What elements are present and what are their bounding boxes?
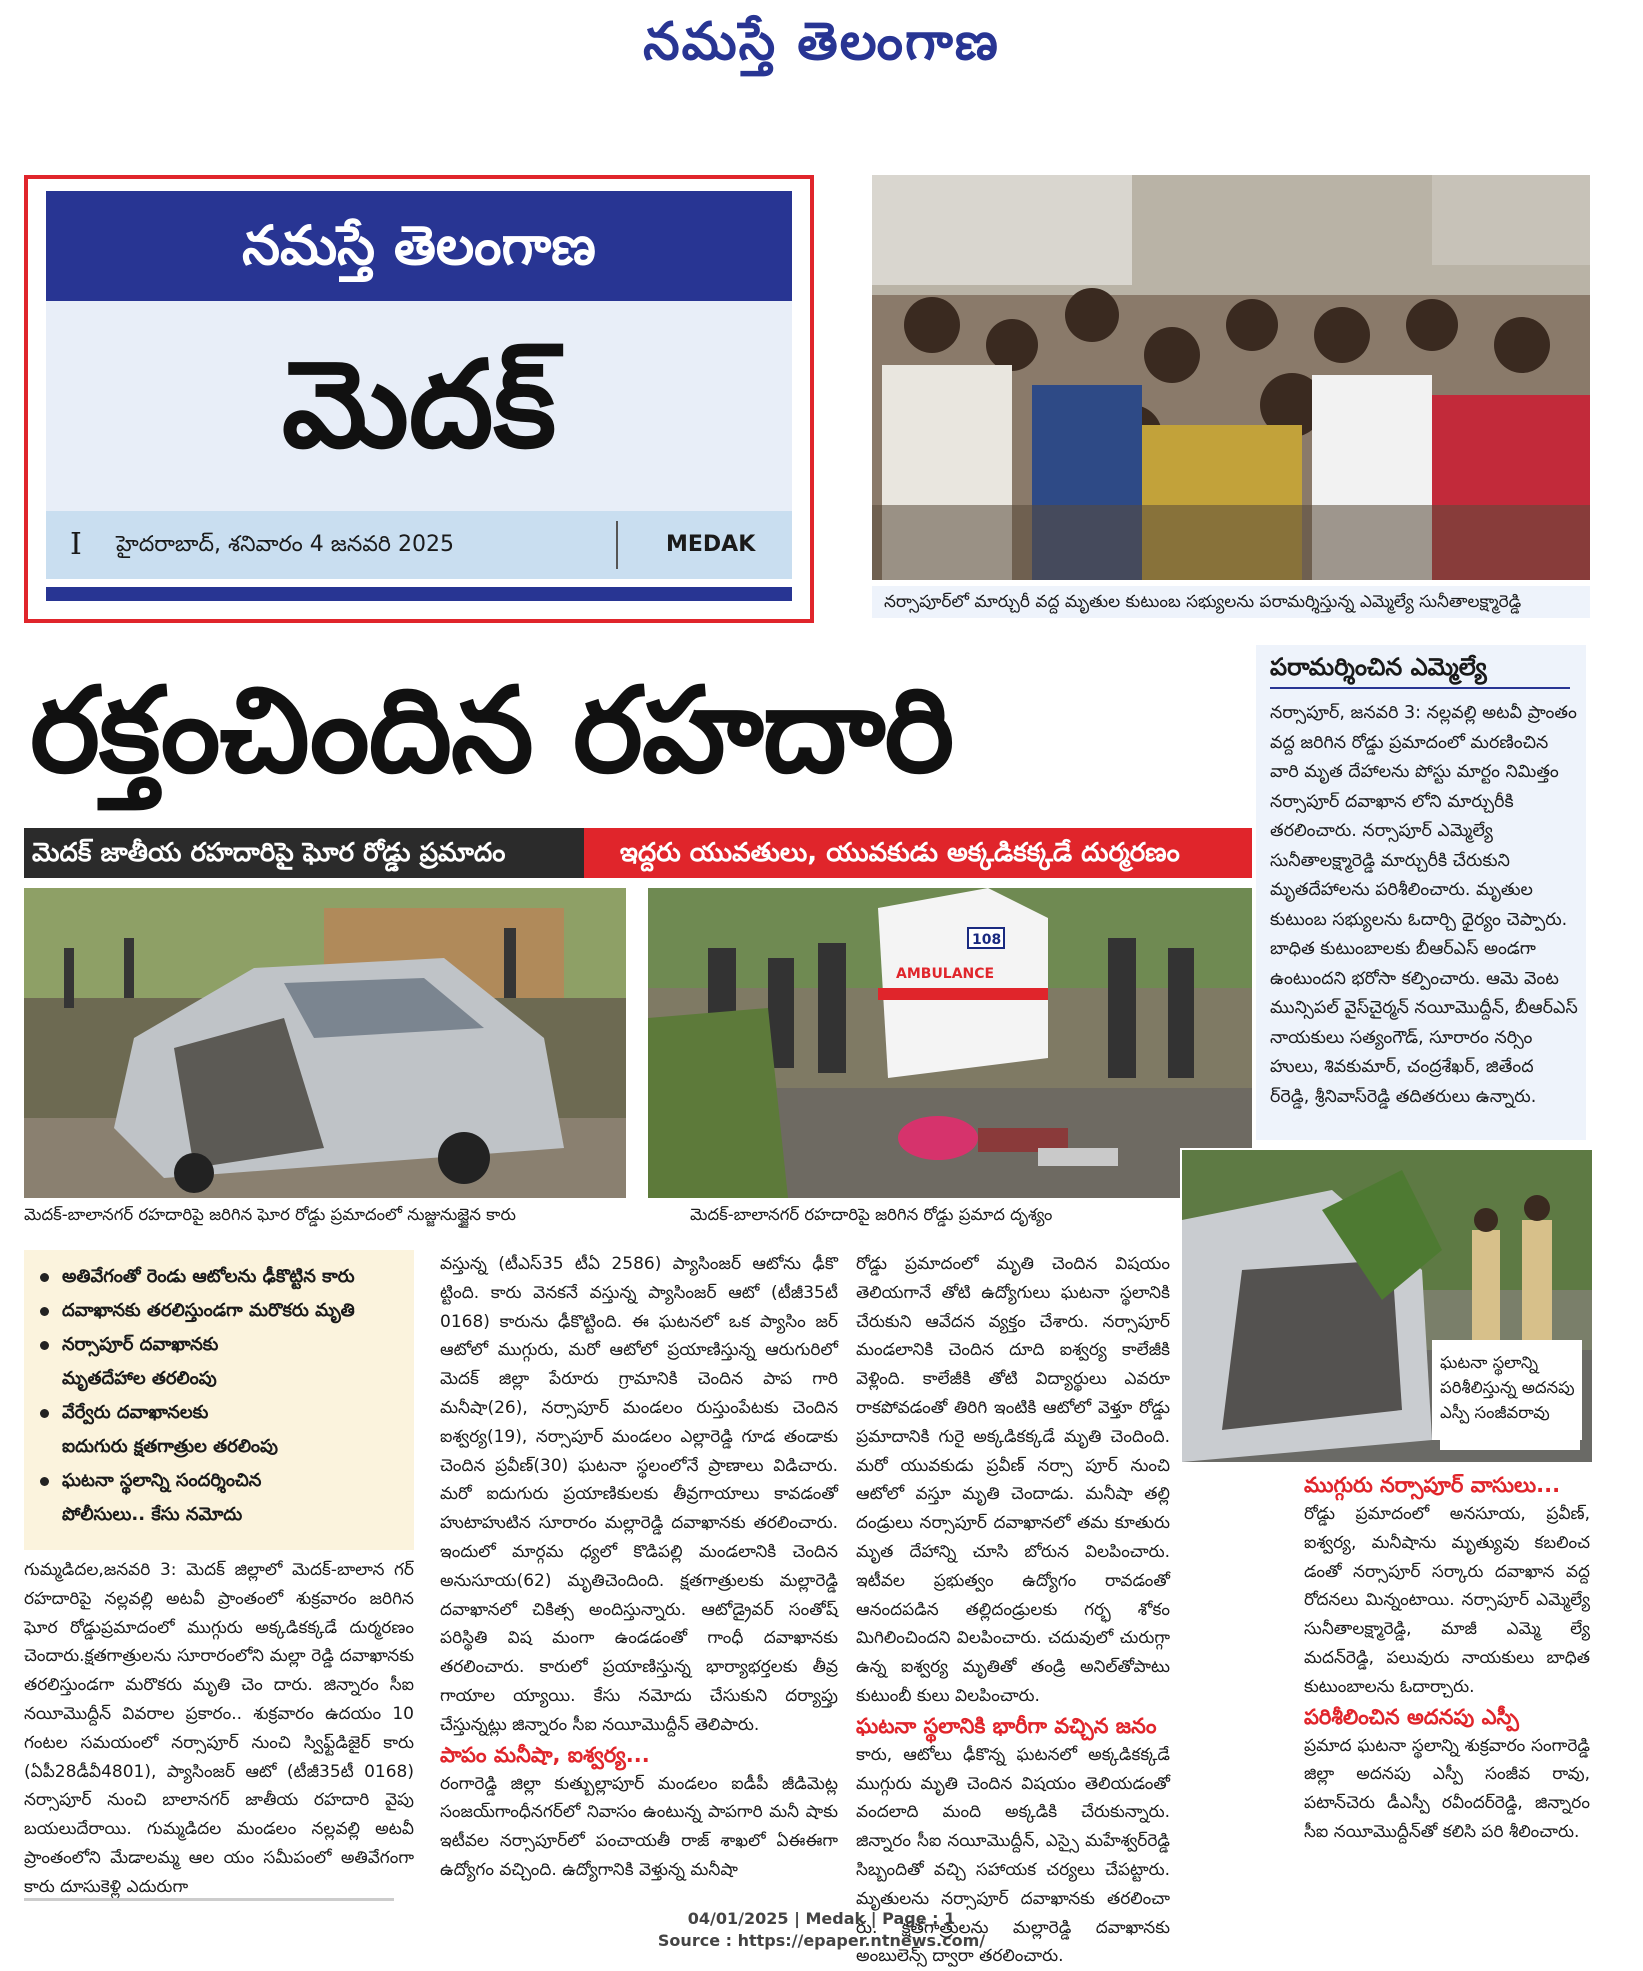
highlight-item: పోలీసులు.. కేసు నమోదు [62,1504,243,1525]
edition-district-title: మెదక్ [46,301,792,511]
highlight-item: అతివేగంతో రెండు ఆటోలను ఢీకొట్టిన కారు [38,1260,414,1294]
crashed-car-caption: మెదక్-బాలానగర్ రహదారిపై జరిగిన ఘోర రోడ్డు ప్రమాదంలో నుజ్జునుజ్జైన కారు [24,1205,516,1224]
subhead-asp-inspection: పరిశీలించిన అదనపు ఎస్పీ [1304,1704,1519,1729]
edition-dateline-bar [46,511,792,579]
highlight-item: ఘటనా స్థలాన్ని సందర్శించిన [38,1464,414,1498]
sidebar-mla-visit [1256,645,1586,1140]
subhead-papam-manisha: పాపం మనీషా, ఐశ్వర్య... [440,1742,650,1767]
edition-dateline: హైదరాబాద్, శనివారం 4 జనవరి 2025 [116,532,454,557]
story-column-4 [1304,1470,1590,1847]
edition-box-bottom-bar [46,587,792,601]
ambulance-label-text: AMBULANCE [896,966,995,982]
subhead-three-narsapur-residents: ముగ్గురు నర్సాపూర్ వాసులు... [1304,1473,1561,1497]
dateline-divider [616,521,618,569]
strap-left: మెదక్ జాతీయ రహదారిపై ఘోర రోడ్డు ప్రమాదం [24,828,584,878]
story-column-3 [856,1250,1170,1971]
strap-right: ఇద్దరు యువతులు, యువకుడు అక్కడికక్కడే దుర్మరణం [584,828,1252,878]
footer-source: Source : https://epaper.ntnews.com/ [657,1931,986,1950]
accident-scene-photo [648,888,1252,1198]
police-photo-caption: ఘటనా స్థలాన్ని పరిశీలిస్తున్న అదనపు ఎస్పీ సంజీవరావు [1440,1350,1580,1450]
story-column-1: గుమ్మడిదల,జనవరి 3: మెదక్ జిల్లాలో మెదక్-బాలాన గర్ రహదారిపై నల్లవల్లి అటవీ ప్రాంతంలో శుక్రవారం జరిగిన ఘోర రోడ్డుప్రమాదంలో ముగ్గురు అక్కడికక్కడే దుర్మరణం చెందారు.క్షతగాత్రులను సూరారంలోని మల్లా రెడ్డి దవాఖానకు తరలిస్తుండగా మరొకరు మృతి చెం దారు. జిన్నారం సీఐ నయీమొద్దీన్ వివరాల ప్రకారం.. శుక్రవారం ఉదయం 10 గంటల సమయంలో నర్సాపూర్ నుంచి స్విఫ్ట్‌డిజైర్ కారు (ఏపీ28డీవీ4801), ప్యాసింజర్ ఆటో (టీజీ35టీ 0168) నర్సాపూర్ నుంచి బాలానగర్ జాతీయ రహదారి వైపు బయలుదేరాయి. గుమ్మడిదల మండలం నల్లవల్లి అటవీ ప్రాంతంలోని మేడాలమ్మ ఆల యం సమీపంలో అతివేగంగా కారు దూసుకెళ్లి ఎదురుగా [24,1560,414,1897]
sidebar-rule [1270,687,1570,689]
story-column-3-text-b: కారు, ఆటోలు ఢీకొన్న ఘటనలో అక్కడికక్కడే ముగ్గురు మృతి చెందిన విషయం తెలియడంతో వందలాది మంది అక్కడికి చేరుకున్నారు. జిన్నారం సీఐ నయీమొద్దీన్, ఎస్సై మహేశ్వర్‌రెడ్డి సిబ్బందితో వచ్చి సహాయక చర్యలు చేపట్టారు. మృతులను నర్సాపూర్ దవాఖానకు తరలించా రు. క్షతగాత్రులను మల్లారెడ్డి దవాఖానకు అంబులెన్స్ ద్వారా తరలించారు. [856,1744,1170,1967]
story-column-2 [440,1250,838,1885]
edition-box-brand: నమస్తే తెలంగాణ [46,191,792,301]
ambulance-number-text: 108 [972,932,1002,948]
highlight-item: వేర్వేరు దవాఖానలకు [38,1396,414,1430]
page-footer [0,1908,1643,1952]
sidebar-body: నర్సాపూర్, జనవరి 3: నల్లవల్లి అటవీ ప్రాంతం వద్ద జరిగిన రోడ్డు ప్రమాదంలో మరణించిన వారి మృత దేహాలను పోస్టు మార్టం నిమిత్తం నర్సాపూర్ దవాఖాన లోని మార్చురీకి తరలించారు. నర్సాపూర్ ఎమ్మెల్యే సునీతాలక్ష్మారెడ్డి మార్చురీకి చేరుకుని మృతదేహాలను పరిశీలించారు. మృతుల కుటుంబ సభ్యులను ఓదార్చి ధైర్యం చెప్పారు. బాధిత కుటుంబాలకు బీఆర్‌ఎస్ అండగా ఉంటుందని భరోసా కల్పించారు. ఆమె వెంట మున్సిపల్ వైస్‌చైర్మన్ నయీమొద్దీన్, బీఆర్‌ఎస్ నాయకులు సత్యంగౌడ్, సూరారం నర్సిం హులు, శివకుమార్, చంద్రశేఖర్, జితేంద ర్‌రెడ్డి, శ్రీనివాస్‌రెడ్డి తదితరులు ఉన్నారు. [1270,703,1578,1107]
story-column-2-text-b: రంగారెడ్డి జిల్లా కుత్బుల్లాపూర్ మండలం ఐడీపీ జీడిమెట్ల సంజయ్‌గాంధీనగర్‌లో నివాసం ఉంటున్న పాపగారి మనీ షాకు ఇటీవల నర్సాపూర్‌లో పంచాయతీ రాజ్ శాఖలో ఏఈఈగా ఉద్యోగం వచ్చింది. ఉద్యోగానికి వెళ్తున్న మనీషా [440,1773,838,1880]
story-column-3-text-a: రోడ్డు ప్రమాదంలో మృతి చెందిన విషయం తెలియగానే తోటి ఉద్యోగులు ఘటనా స్థలానికి చేరుకుని ఆవేదన వ్యక్తం చేశారు. నర్సాపూర్ మండలానికి చెందిన దూది ఐశ్వర్య కాలేజీకి వెళ్లింది. కాలేజీకి తోటి విద్యార్థులు ఎవరూ రాకపోవడంతో తిరిగి ఇంటికి ఆటోలో వెళ్తూ రోడ్డు ప్రమాదానికి గురై అక్కడికక్కడే మృతి చెందింది. మరో యువకుడు ప్రవీణ్ నర్సా పూర్ నుంచి ఆటోలో వస్తూ మృతి చెందాడు. మనీషా తల్లి దండ్రులు నర్సాపూర్ దవాఖానలో తమ కూతురు మృత దేహాన్ని చూసి బోరున విలపించారు. ఇటీవల ప్రభుత్వం ఉద్యోగం రావడంతో ఆనందపడిన తల్లిదండ్రులకు గర్భ శోకం మిగిలించిందని విలపించారు. చదువులో చురుగ్గా ఉన్న ఐశ్వర్య మృతితో తండ్రి అనిల్‌తోపాటు కుటుంబీ కులు విలపించారు. [856,1254,1170,1706]
highlights-list [24,1250,414,1532]
crashed-car-image [24,888,626,1198]
edition-mark: I [70,527,82,562]
story-column-4-text-a: రోడ్డు ప్రమాదంలో అనసూయ, ప్రవీణ్, ఐశ్వర్య, మనీషాను మృత్యువు కబలించ డంతో నర్సాపూర్ సర్కారు దవాఖాన వద్ద రోదనలు మిన్నంటాయి. నర్సాపూర్ ఎమ్మెల్యే సునీతాలక్ష్మారెడ్డి, మాజీ ఎమ్మె ల్యే మదన్‌రెడ్డి, పలువురు నాయకులు బాధిత కుటుంబాలను ఓదార్చారు. [1304,1504,1590,1697]
highlight-item: నర్సాపూర్ దవాఖానకు [38,1328,414,1362]
highlights-box [24,1250,414,1550]
subhead-crowd-gathered: ఘటనా స్థలానికి భారీగా వచ్చిన జనం [856,1713,1157,1738]
crashed-car-photo [24,888,626,1198]
highlight-item: మృతదేహాల తరలింపు [62,1368,217,1389]
crowd-photo-image [872,175,1590,580]
crowd-photo [872,175,1590,580]
edition-box [24,175,814,623]
bottom-rule [24,1898,394,1901]
crowd-photo-caption: నర్సాపూర్‌లో మార్చురీ వద్ద మృతుల కుటుంబ సభ్యులను పరామర్శిస్తున్న ఎమ్మెల్యే సునీతాలక్ష్మారెడ్డి [872,586,1590,618]
main-headline: రక్తంచిందిన రహదారి [30,661,954,799]
highlight-item: దవాఖానకు తరలిస్తుండగా మరొకరు మృతి [38,1294,414,1328]
sidebar-title: పరామర్శించిన ఎమ్మెల్యే [1270,653,1487,681]
footer-date-edition: 04/01/2025 | Medak | Page : 1 [687,1909,956,1928]
accident-scene-image [648,888,1252,1198]
accident-scene-caption: మెదక్-బాలానగర్ రహదారిపై జరిగిన రోడ్డు ప్రమాద దృశ్యం [690,1205,1053,1224]
edition-name: MEDAK [666,532,756,557]
newspaper-masthead: నమస్తే తెలంగాణ [643,12,1000,72]
story-column-4-text-b: ప్రమాద ఘటనా స్థలాన్ని శుక్రవారం సంగారెడ్డి జిల్లా అదనపు ఎస్పీ సంజీవ రావు, పటాన్‌చెరు డీఎస్పీ రవీందర్‌రెడ్డి, జిన్నారం సీఐ నయీమొద్దీన్‌తో కలిసి పరి శీలించారు. [1304,1735,1590,1842]
highlight-item: ఐదుగురు క్షతగాత్రుల తరలింపు [62,1436,278,1457]
story-column-2-text-a: వస్తున్న (టీఎస్35 టీఏ 2586) ప్యాసింజర్ ఆటోను ఢీకొ ట్టింది. కారు వెనకనే వస్తున్న ప్యాసింజర్ ఆటో (టీజీ35టీ 0168) కారును ఢీకొట్టింది. ఈ ఘటనలో ఒక ప్యాసిం జర్ ఆటోలో ముగ్గురు, మరో ఆటోలో ప్రయాణిస్తున్న ఆరుగురిలో మెదక్ జిల్లా పేరూరు గ్రామానికి చెందిన పాప గారి మనీషా(26), నర్సాపూర్ మండలం రుస్తుంపేటకు చెందిన ఐశ్వర్య(19), నర్సాపూర్ మండలం ఎల్లారెడ్డి గూడ తండాకు చెందిన ప్రవీణ్(30) ఘటనా స్థలంలోనే ప్రాణాలు విడిచారు. మరో ఐదుగురు ప్రయాణికులకు తీవ్రగాయాలు కావడంతో హుటాహుటిన సూరారం మల్లారెడ్డి దవాఖానకు తరలించారు. ఇందులో మార్గమ ధ్యలో కొడిపల్లి మండలానికి చెందిన అనుసూయ(62) మృతిచెందింది. క్షతగాత్రులకు మల్లారెడ్డి దవాఖానలో చికిత్స అందిస్తున్నారు. ఆటోడ్రైవర్ సంతోష్ పరిస్థితి విష మంగా ఉండడంతో గాంధీ దవాఖానకు తరలించారు. కారులో ప్రయాణిస్తున్న భార్యాభర్తలకు తీవ్ర గాయాల య్యాయి. కేసు నమోదు చేసుకుని దర్యాప్తు చేస్తున్నట్లు జిన్నారం సీఐ నయీమొద్దీన్ తెలిపారు. [440,1254,838,1735]
